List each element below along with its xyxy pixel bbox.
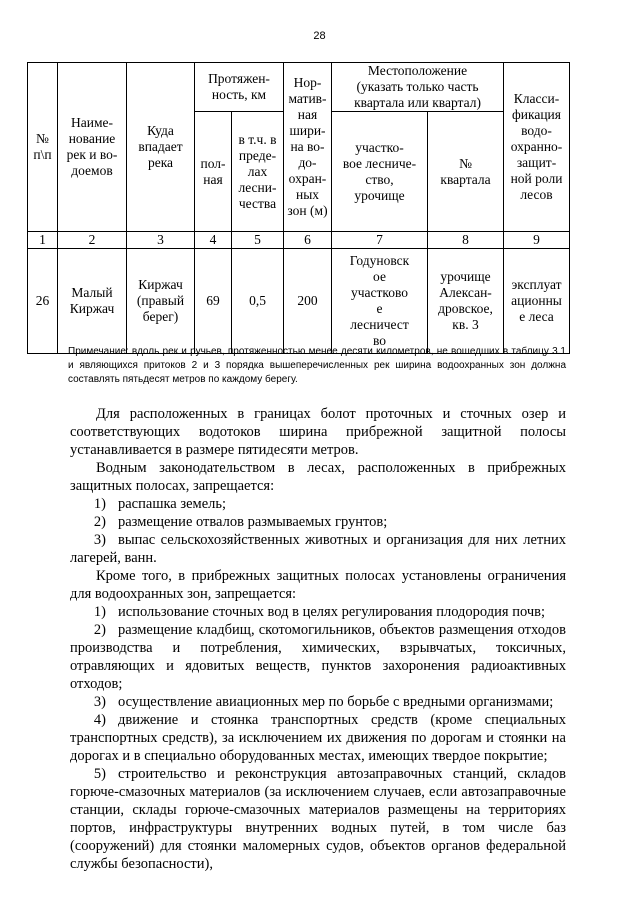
list-item bbox=[70, 621, 566, 693]
paragraph: Водным законодательством в лесах, расположенных в прибрежных защитных полосах, запрещается: bbox=[70, 460, 566, 494]
cell-line: ое bbox=[373, 269, 386, 284]
cell-line: Местоположение bbox=[367, 63, 468, 78]
list-item-number: 1) bbox=[93, 496, 106, 512]
cell-line: Киржач bbox=[138, 277, 183, 292]
list-item bbox=[70, 693, 566, 711]
list-item-number: 3) bbox=[93, 694, 106, 710]
header-location-area bbox=[332, 112, 428, 232]
cell-line: Киржач bbox=[69, 301, 115, 316]
list-item-text: использование сточных вод в целях регулирования плодородия почв; bbox=[118, 604, 545, 620]
list-item-number: 1) bbox=[93, 604, 106, 620]
cell-line: лесни- bbox=[238, 179, 277, 195]
restrictions-list-2 bbox=[70, 603, 566, 873]
cell-line: рек и во- bbox=[66, 147, 118, 162]
list-item bbox=[70, 603, 566, 621]
table-note: Примечание: вдоль рек и ручьев, протяженностью менее десяти километров, не вошедших в таблицу 3.1 и являющихся притоков 2 и 3 порядка вышеперечисленных рек ширина водоохранных зон должна составлять пятьдесят метров по каждому берегу. bbox=[68, 346, 566, 385]
col-number: 1 bbox=[28, 232, 58, 249]
list-item-text: размещение кладбищ, скотомогильников, объектов размещения отходов производства и потребления, химических, взрывчатых, токсичных, отравляющих и ядовитых веществ, пунктов захоронения радиоактивных отходов; bbox=[70, 622, 566, 692]
cell-classification bbox=[504, 249, 570, 354]
cell-line: ных bbox=[295, 187, 320, 202]
header-length-total bbox=[195, 112, 232, 232]
cell-line: квартала или квартал) bbox=[354, 95, 481, 110]
header-length-group bbox=[195, 63, 284, 112]
list-item-number: 5) bbox=[93, 766, 106, 782]
cell-line: в т.ч. в bbox=[238, 131, 277, 147]
cell-length-in-forest: 0,5 bbox=[232, 249, 284, 354]
header-width bbox=[284, 63, 332, 232]
col-number: 9 bbox=[504, 232, 570, 249]
cell-width: 200 bbox=[284, 249, 332, 354]
cell-location-quarter bbox=[428, 249, 504, 354]
cell-line: ной роли bbox=[510, 171, 563, 186]
col-number: 2 bbox=[58, 232, 127, 249]
cell-line: Протяжен- bbox=[208, 71, 270, 86]
col-number: 4 bbox=[195, 232, 232, 249]
cell-line: эксплуат bbox=[511, 277, 562, 292]
list-item-text: распашка земель; bbox=[118, 496, 227, 512]
cell-line: урочище bbox=[354, 187, 405, 203]
cell-line: река bbox=[147, 155, 174, 170]
cell-line: на во- bbox=[290, 139, 325, 154]
header-classification bbox=[504, 63, 570, 232]
cell-line: до- bbox=[298, 155, 317, 170]
cell-line: ность, км bbox=[211, 87, 267, 102]
cell-line: Наиме- bbox=[71, 115, 113, 130]
header-flows-into bbox=[127, 63, 195, 232]
cell-length-total: 69 bbox=[195, 249, 232, 354]
cell-line: чества bbox=[238, 195, 277, 211]
header-location-quarter bbox=[428, 112, 504, 232]
cell-line: урочище bbox=[440, 269, 491, 284]
cell-line: дровское, bbox=[438, 301, 493, 316]
cell-line: (правый bbox=[136, 293, 185, 308]
cell-line: Малый bbox=[71, 285, 113, 300]
cell-num: 26 bbox=[28, 249, 58, 354]
cell-line: лесов bbox=[520, 187, 553, 202]
cell-line: (указать только часть bbox=[356, 79, 479, 94]
cell-line: водо- bbox=[521, 123, 552, 138]
cell-line: лах bbox=[247, 163, 268, 179]
cell-line: шири- bbox=[289, 123, 326, 138]
list-item-text: выпас сельскохозяйственных животных и организация для них летних лагерей, ванн. bbox=[70, 532, 566, 566]
cell-line: фикация bbox=[512, 107, 561, 122]
cell-name bbox=[58, 249, 127, 354]
table-row bbox=[28, 249, 570, 354]
cell-line: № bbox=[459, 155, 472, 171]
list-item-number: 4) bbox=[93, 712, 106, 728]
list-item bbox=[70, 711, 566, 765]
header-name bbox=[58, 63, 127, 232]
col-number: 6 bbox=[284, 232, 332, 249]
cell-line: квартала bbox=[440, 171, 491, 187]
cell-line: Куда bbox=[147, 123, 174, 138]
list-item-number: 2) bbox=[93, 514, 106, 530]
list-item bbox=[70, 513, 566, 531]
cell-location-area bbox=[332, 249, 428, 354]
cell-line: ная bbox=[297, 107, 318, 122]
cell-line: ационны bbox=[511, 293, 562, 308]
cell-line: охран- bbox=[288, 171, 327, 186]
water-protection-table bbox=[27, 62, 570, 354]
cell-line: участково bbox=[350, 285, 409, 300]
cell-line: Нор- bbox=[293, 75, 322, 90]
cell-line: зон (м) bbox=[287, 203, 328, 218]
header-num bbox=[28, 63, 58, 232]
cell-line: матив- bbox=[288, 91, 327, 106]
paragraph: Кроме того, в прибрежных защитных полосах установлены ограничения для водоохранных зон, запрещается: bbox=[70, 568, 566, 602]
list-item-number: 2) bbox=[93, 622, 106, 638]
list-item bbox=[70, 765, 566, 873]
restrictions-list-1 bbox=[70, 495, 566, 567]
list-item-number: 3) bbox=[93, 532, 106, 548]
body-text bbox=[70, 405, 566, 873]
col-number: 8 bbox=[428, 232, 504, 249]
cell-line: е леса bbox=[519, 309, 554, 324]
list-item-text: строительство и реконструкция автозаправочных станций, складов горюче-смазочных материалов (за исключением случаев, если автозаправочные станции, склады горюче-смазочных материалов размещены на территориях портов, инфраструктуры внутренних водных путей, в том числе баз (сооружений) для стоянки маломерных судов, объектов органов федеральной службы безопасности), bbox=[70, 766, 566, 872]
cell-line: вое лесниче- bbox=[342, 155, 417, 171]
list-item bbox=[70, 531, 566, 567]
cell-line: во bbox=[372, 333, 387, 348]
list-item-text: осуществление авиационных мер по борьбе с вредными организмами; bbox=[118, 694, 554, 710]
cell-line: берег) bbox=[142, 309, 179, 324]
col-number: 3 bbox=[127, 232, 195, 249]
list-item-text: движение и стоянка транспортных средств (кроме специальных транспортных средств), за исключением их движения по дорогам и стоянки на дорогах и в специально оборудованных местах, имеющих твердое покрытие; bbox=[70, 712, 566, 764]
page-number: 28 bbox=[313, 30, 326, 42]
list-item bbox=[70, 495, 566, 513]
col-number: 7 bbox=[332, 232, 428, 249]
cell-line: ная bbox=[203, 171, 223, 187]
column-number-row bbox=[28, 232, 570, 249]
cell-line: преде- bbox=[238, 147, 277, 163]
cell-line: Годуновск bbox=[349, 253, 410, 268]
header-location-group bbox=[332, 63, 504, 112]
cell-line: п\п bbox=[33, 147, 52, 162]
cell-line: Класси- bbox=[513, 91, 560, 106]
cell-line: защит- bbox=[516, 155, 557, 170]
cell-line: ство, bbox=[365, 171, 394, 187]
paragraph: Для расположенных в границах болот проточных и сточных озер и соответствующих водотоков ширина прибрежной защитной полосы устанавливается в размере пятидесяти метров. bbox=[70, 406, 566, 458]
cell-flows-into bbox=[127, 249, 195, 354]
cell-line: Алексан- bbox=[439, 285, 492, 300]
cell-line: доемов bbox=[71, 163, 113, 178]
cell-line: участко- bbox=[355, 139, 404, 155]
cell-line: лесничест bbox=[350, 317, 409, 332]
cell-line: впадает bbox=[138, 139, 183, 154]
header-length-in-forest bbox=[232, 112, 284, 232]
cell-line: охранно- bbox=[510, 139, 563, 154]
cell-line: кв. 3 bbox=[452, 317, 479, 332]
cell-line: № bbox=[36, 131, 49, 146]
list-item-text: размещение отвалов размываемых грунтов; bbox=[118, 514, 388, 530]
cell-line: е bbox=[376, 301, 383, 316]
cell-line: пол- bbox=[200, 155, 226, 171]
cell-line: нование bbox=[68, 131, 116, 146]
col-number: 5 bbox=[232, 232, 284, 249]
